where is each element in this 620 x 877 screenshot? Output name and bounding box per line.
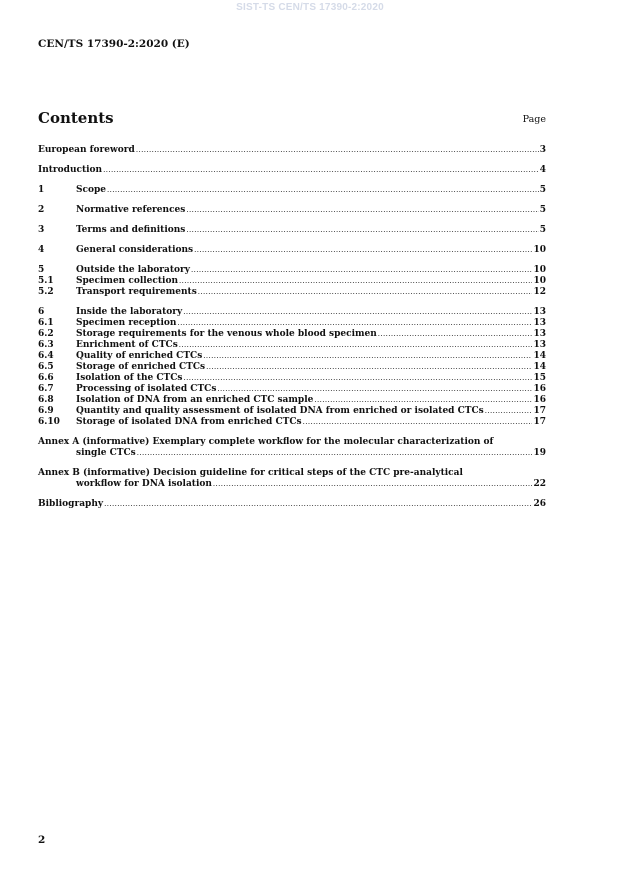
toc-entry-isolation-of-dna[interactable]: 6.8 Isolation of DNA from an enriched CTC sample ..... 16: [38, 395, 546, 406]
toc-entry-inside-the-laboratory[interactable]: 6 Inside the laboratory ..... 13: [38, 307, 546, 318]
toc-entry-isolation-of-the-ctcs[interactable]: 6.6 Isolation of the CTCs ..... 15: [38, 373, 546, 384]
toc-entry-bibliography[interactable]: Bibliography ..... 26: [38, 499, 546, 510]
page-number: 2: [38, 834, 46, 846]
toc-entry-annex-b[interactable]: Annex B (informative) Decision guideline for critical steps of the CTC pre-analytical workflow for DNA isolation ..... 22: [38, 468, 546, 490]
toc-entry-annex-a[interactable]: Annex A (informative) Exemplary complete workflow for the molecular characterization of single CTCs ..... 19: [38, 437, 546, 459]
toc-entry-general-considerations[interactable]: 4 General considerations ..... 10: [38, 245, 546, 256]
toc-entry-introduction[interactable]: Introduction ..... 4: [38, 165, 546, 176]
toc-entry-specimen-collection[interactable]: 5.1 Specimen collection ..... 10: [38, 276, 546, 287]
toc-entry-processing-of-isolated-ctcs[interactable]: 6.7 Processing of isolated CTCs ..... 16: [38, 384, 546, 395]
page-column-label: Page: [522, 114, 546, 125]
toc-entry-terms-and-definitions[interactable]: 3 Terms and definitions ..... 5: [38, 225, 546, 236]
toc-entry-normative-references[interactable]: 2 Normative references ..... 5: [38, 205, 546, 216]
watermark-text: SIST-TS CEN/TS 17390-2:2020: [236, 2, 384, 13]
toc-entry-transport-requirements[interactable]: 5.2 Transport requirements ..... 12: [38, 287, 546, 298]
toc-entry-quality-of-enriched-ctcs[interactable]: 6.4 Quality of enriched CTCs ..... 14: [38, 351, 546, 362]
page-title: Contents: [38, 109, 114, 127]
toc-entry-storage-of-enriched-ctcs[interactable]: 6.5 Storage of enriched CTCs ..... 14: [38, 362, 546, 373]
toc-entry-enrichment-of-ctcs[interactable]: 6.3 Enrichment of CTCs ..... 13: [38, 340, 546, 351]
toc-entry-storage-of-isolated-dna[interactable]: 6.10 Storage of isolated DNA from enriched CTCs ..... 17: [38, 417, 546, 428]
table-of-contents: [38, 145, 546, 510]
toc-entry-quantity-and-quality-assessment[interactable]: 6.9 Quantity and quality assessment of isolated DNA from enriched or isolated CTCs ..... 17: [38, 406, 546, 417]
toc-entry-outside-the-laboratory[interactable]: 5 Outside the laboratory ..... 10: [38, 265, 546, 276]
toc-entry-european-foreword[interactable]: European foreword ..... 3: [38, 145, 546, 156]
toc-entry-storage-requirements[interactable]: 6.2 Storage requirements for the venous whole blood specimen ..... 13: [38, 329, 546, 340]
toc-entry-scope[interactable]: 1 Scope ..... 5: [38, 185, 546, 196]
toc-entry-specimen-reception[interactable]: 6.1 Specimen reception ..... 13: [38, 318, 546, 329]
document-id: CEN/TS 17390-2:2020 (E): [38, 38, 190, 50]
